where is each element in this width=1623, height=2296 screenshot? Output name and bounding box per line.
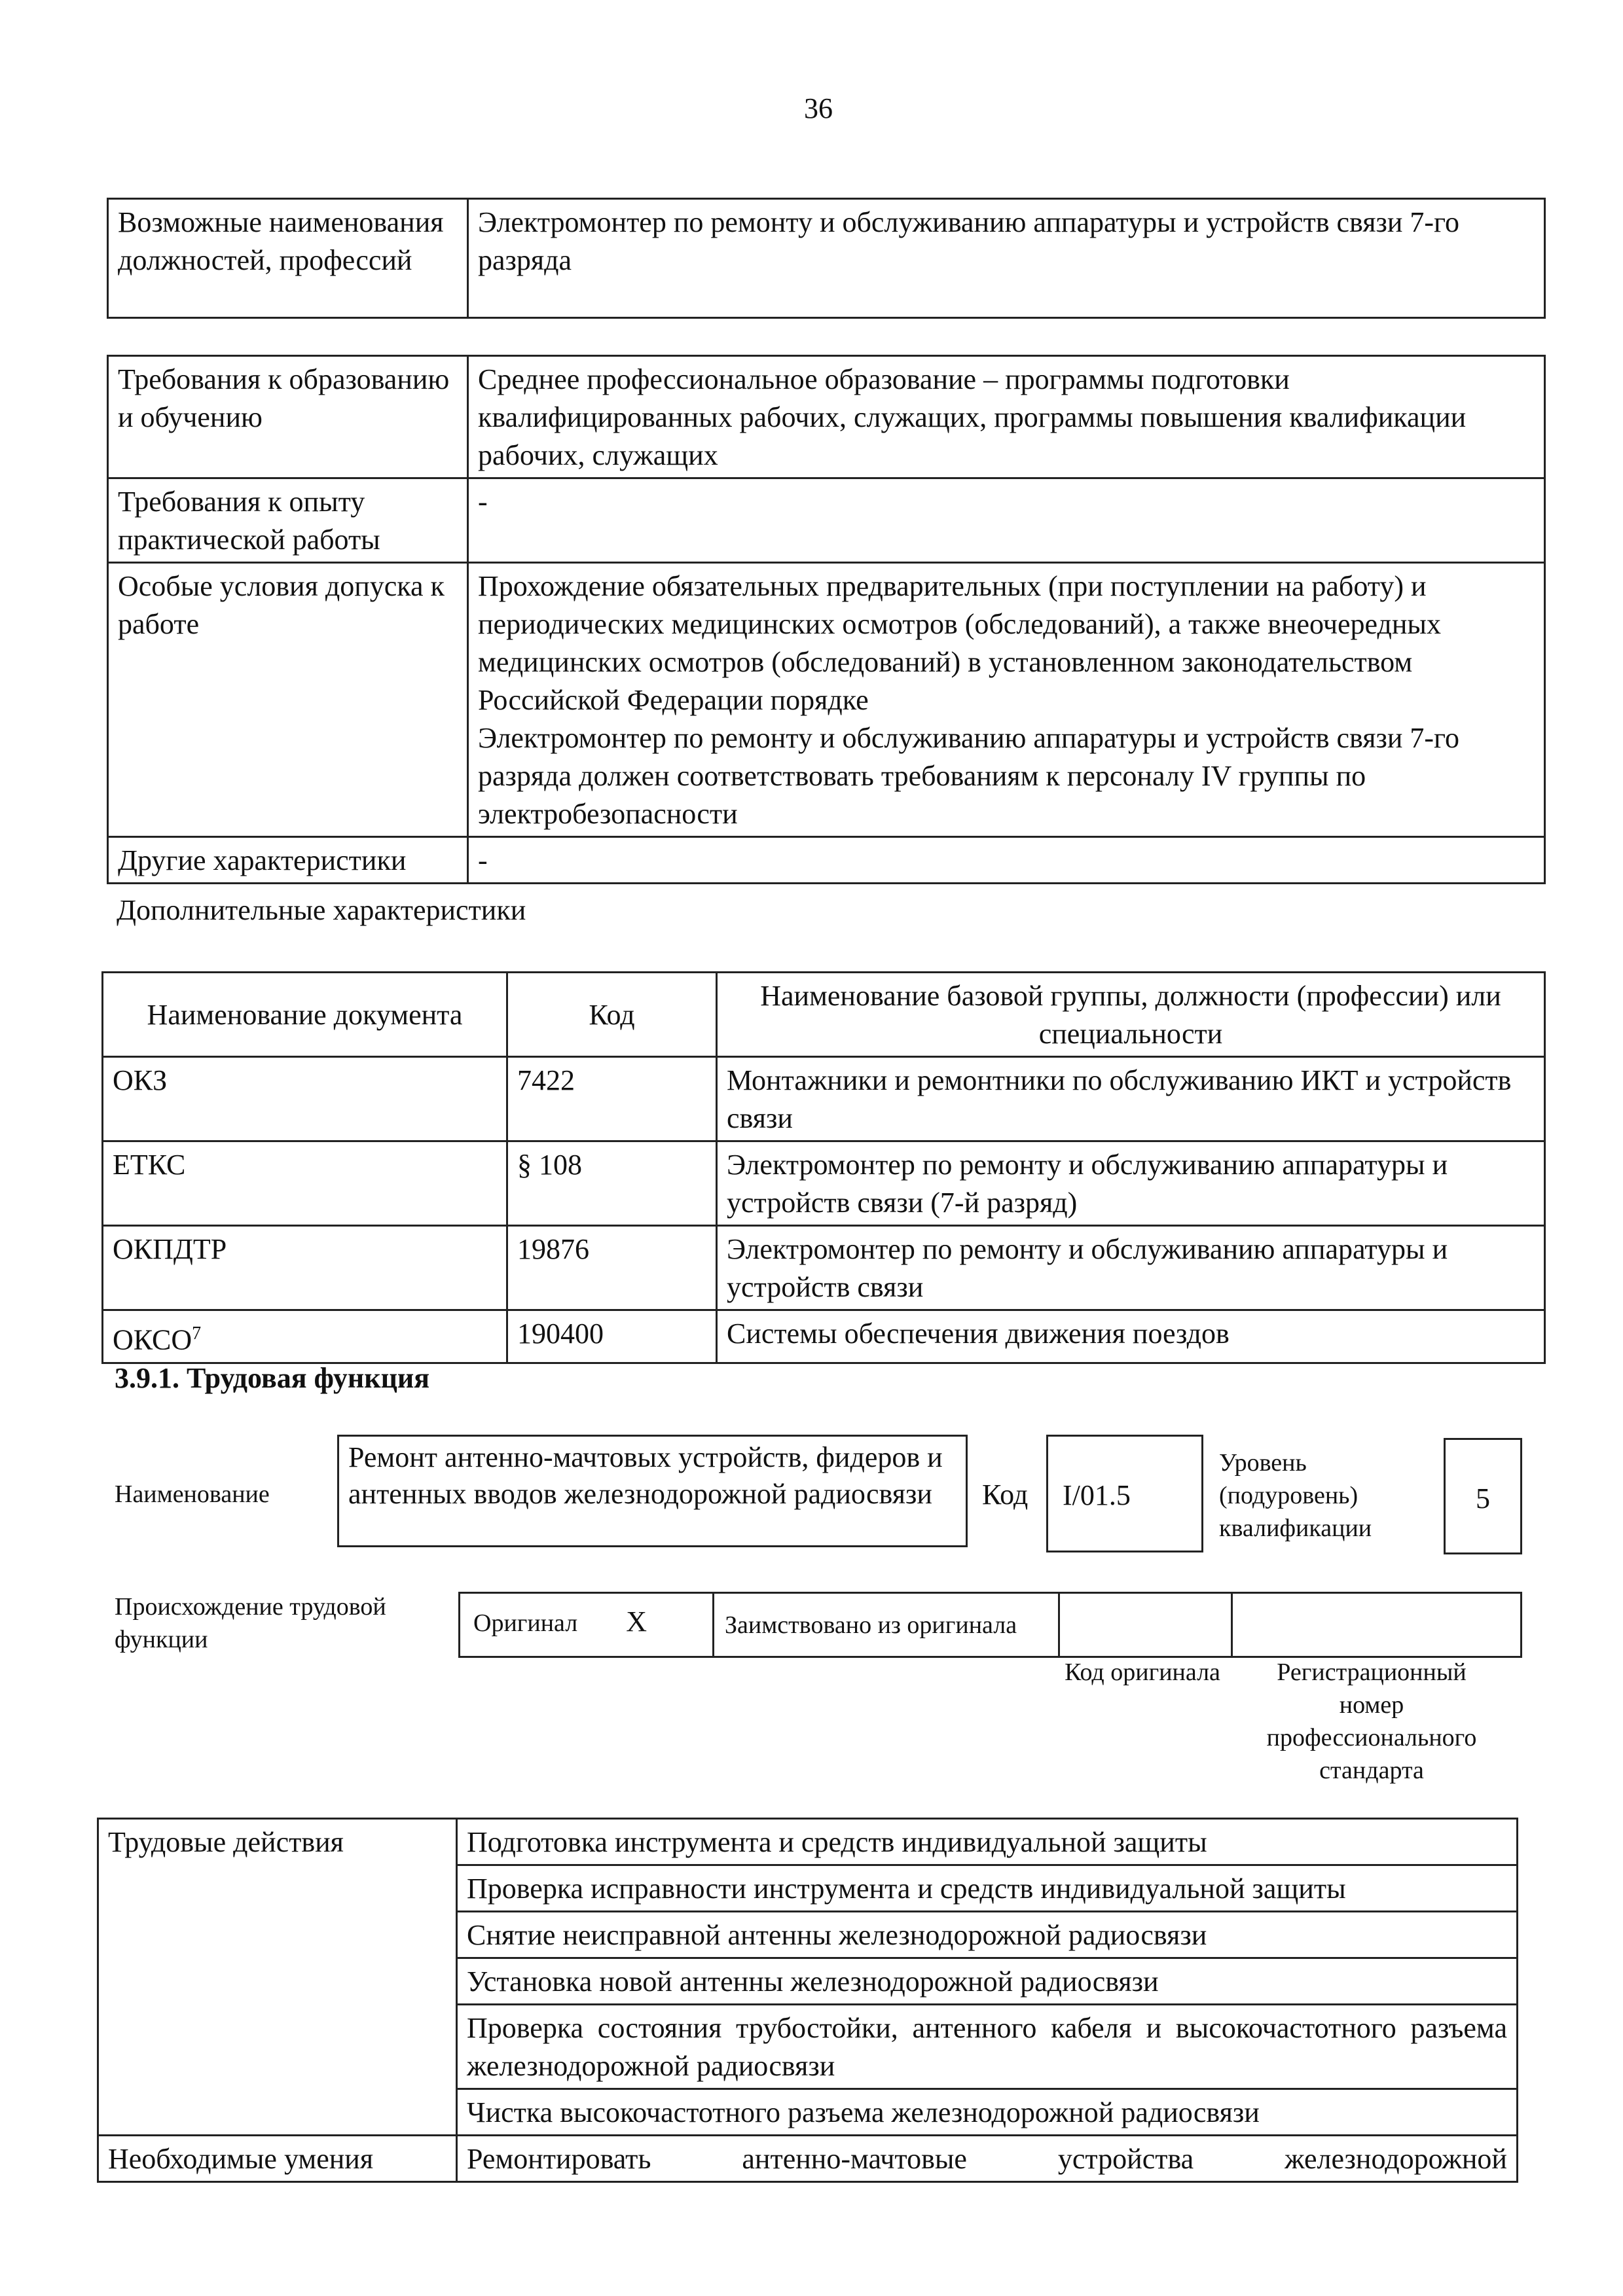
function-level-label: Уровень (подуровень) квалификации [1219, 1449, 1372, 1542]
function-heading: 3.9.1. Трудовая функция [115, 1362, 430, 1394]
requirement-value: Среднее профессиональное образование – программы подготовки квалифицированных рабочих, служащих, программы повышения квалификации рабочих, служащих [468, 356, 1545, 478]
table-row [98, 1819, 1518, 1865]
doc-code: § 108 [507, 1141, 717, 1226]
skill-word: устройства [1057, 2143, 1194, 2175]
requirement-label: Особые условия допуска к работе [108, 563, 468, 837]
original-label: Оригинал [473, 1609, 578, 1637]
function-name-label: Наименование [115, 1480, 270, 1508]
action-item: Снятие неисправной антенны железнодорожной радиосвязи [457, 1912, 1518, 1958]
skill-word: Ремонтировать [467, 2143, 651, 2175]
actions-table [97, 1818, 1518, 2183]
action-item: Проверка состояния трубостойки, антенного кабеля и высокочастотного разъема железнодорожной радиосвязи [457, 2005, 1518, 2089]
table-row [108, 837, 1545, 884]
original-code-cell [1059, 1593, 1232, 1657]
group-name: Электромонтер по ремонту и обслуживанию аппаратуры и устройств связи (7-й разряд) [717, 1141, 1545, 1226]
table-row [108, 356, 1545, 478]
skills-label: Необходимые умения [98, 2136, 457, 2182]
positions-value: Электромонтер по ремонту и обслуживанию аппаратуры и устройств связи 7-го разряда [468, 199, 1545, 318]
origin-label: Происхождение трудовой функции [115, 1593, 386, 1653]
skill-word: антенно-мачтовые [742, 2143, 967, 2175]
table-row [108, 199, 1545, 318]
action-item: Установка новой антенны железнодорожной радиосвязи [457, 1958, 1518, 2005]
reg-number-cell [1232, 1593, 1522, 1657]
group-name: Монтажники и ремонтники по обслуживанию ИКТ и устройств связи [717, 1057, 1545, 1141]
requirement-label: Другие характеристики [108, 837, 468, 884]
table-row [103, 1310, 1545, 1363]
doc-code: 7422 [507, 1057, 717, 1141]
action-item: Проверка исправности инструмента и средств индивидуальной защиты [457, 1865, 1518, 1912]
actions-label: Трудовые действия [98, 1819, 457, 2136]
doc-name: ОКЗ [103, 1057, 507, 1141]
skills-line [467, 2140, 1507, 2178]
header-group-name: Наименование базовой группы, должности (профессии) или специальности [717, 973, 1545, 1057]
footnote-marker: 7 [192, 1323, 202, 1344]
group-name: Системы обеспечения движения поездов [717, 1310, 1545, 1363]
positions-table [107, 198, 1546, 319]
origin-table [458, 1592, 1522, 1658]
doc-code: 19876 [507, 1226, 717, 1310]
page-number: 36 [804, 92, 833, 124]
doc-name-text: ОКСО [113, 1323, 192, 1356]
doc-name [103, 1310, 507, 1363]
requirement-label: Требования к опыту практической работы [108, 478, 468, 563]
requirement-value: - [468, 837, 1545, 884]
doc-code: 190400 [507, 1310, 717, 1363]
header-code: Код [507, 973, 717, 1057]
table-row [103, 973, 1545, 1057]
doc-name: ЕТКС [103, 1141, 507, 1226]
requirement-value: Прохождение обязательных предварительных (при поступлении на работу) и периодических медицинских осмотров (обследований), а также внеочередных медицинских осмотров (обследований) в установленном законодательством Российской Федерации порядке Электромонтер по ремонту и обслуживанию аппаратуры и устройств связи 7-го разряда должен соответствовать требованиям к персоналу IV группы по электробезопасности [468, 563, 1545, 837]
requirement-value: - [468, 478, 1545, 563]
table-row [98, 2136, 1518, 2182]
borrowed-cell: Заимствовано из оригинала [714, 1593, 1059, 1657]
additional-heading: Дополнительные характеристики [117, 894, 526, 926]
requirement-label: Требования к образованию и обучению [108, 356, 468, 478]
positions-label: Возможные наименования должностей, профессий [108, 199, 468, 318]
skills-value [457, 2136, 1518, 2182]
header-document: Наименование документа [103, 973, 507, 1057]
group-name: Электромонтер по ремонту и обслуживанию аппаратуры и устройств связи [717, 1226, 1545, 1310]
table-row [103, 1057, 1545, 1141]
table-row [103, 1141, 1545, 1226]
function-name-box: Ремонт антенно-мачтовых устройств, фидеров и антенных вводов железнодорожной радиосвязи [337, 1435, 968, 1547]
function-code-label: Код [982, 1479, 1029, 1511]
action-item: Чистка высокочастотного разъема железнодорожной радиосвязи [457, 2089, 1518, 2136]
origin-original-cell [460, 1593, 714, 1657]
skill-word: железнодорожной [1285, 2143, 1507, 2175]
table-row [108, 563, 1545, 837]
code-caption: Код оригинала [1065, 1659, 1220, 1686]
additional-table [101, 971, 1546, 1364]
function-level-box: 5 [1444, 1438, 1522, 1554]
reg-caption: Регистрационный номер профессионального стандарта [1266, 1659, 1477, 1784]
function-code-box: I/01.5 [1046, 1435, 1203, 1552]
action-item: Подготовка инструмента и средств индивидуальной защиты [457, 1819, 1518, 1865]
table-row [103, 1226, 1545, 1310]
requirements-table [107, 355, 1546, 884]
doc-name: ОКПДТР [103, 1226, 507, 1310]
table-row [108, 478, 1545, 563]
original-mark: X [626, 1605, 647, 1638]
table-row [460, 1593, 1522, 1657]
